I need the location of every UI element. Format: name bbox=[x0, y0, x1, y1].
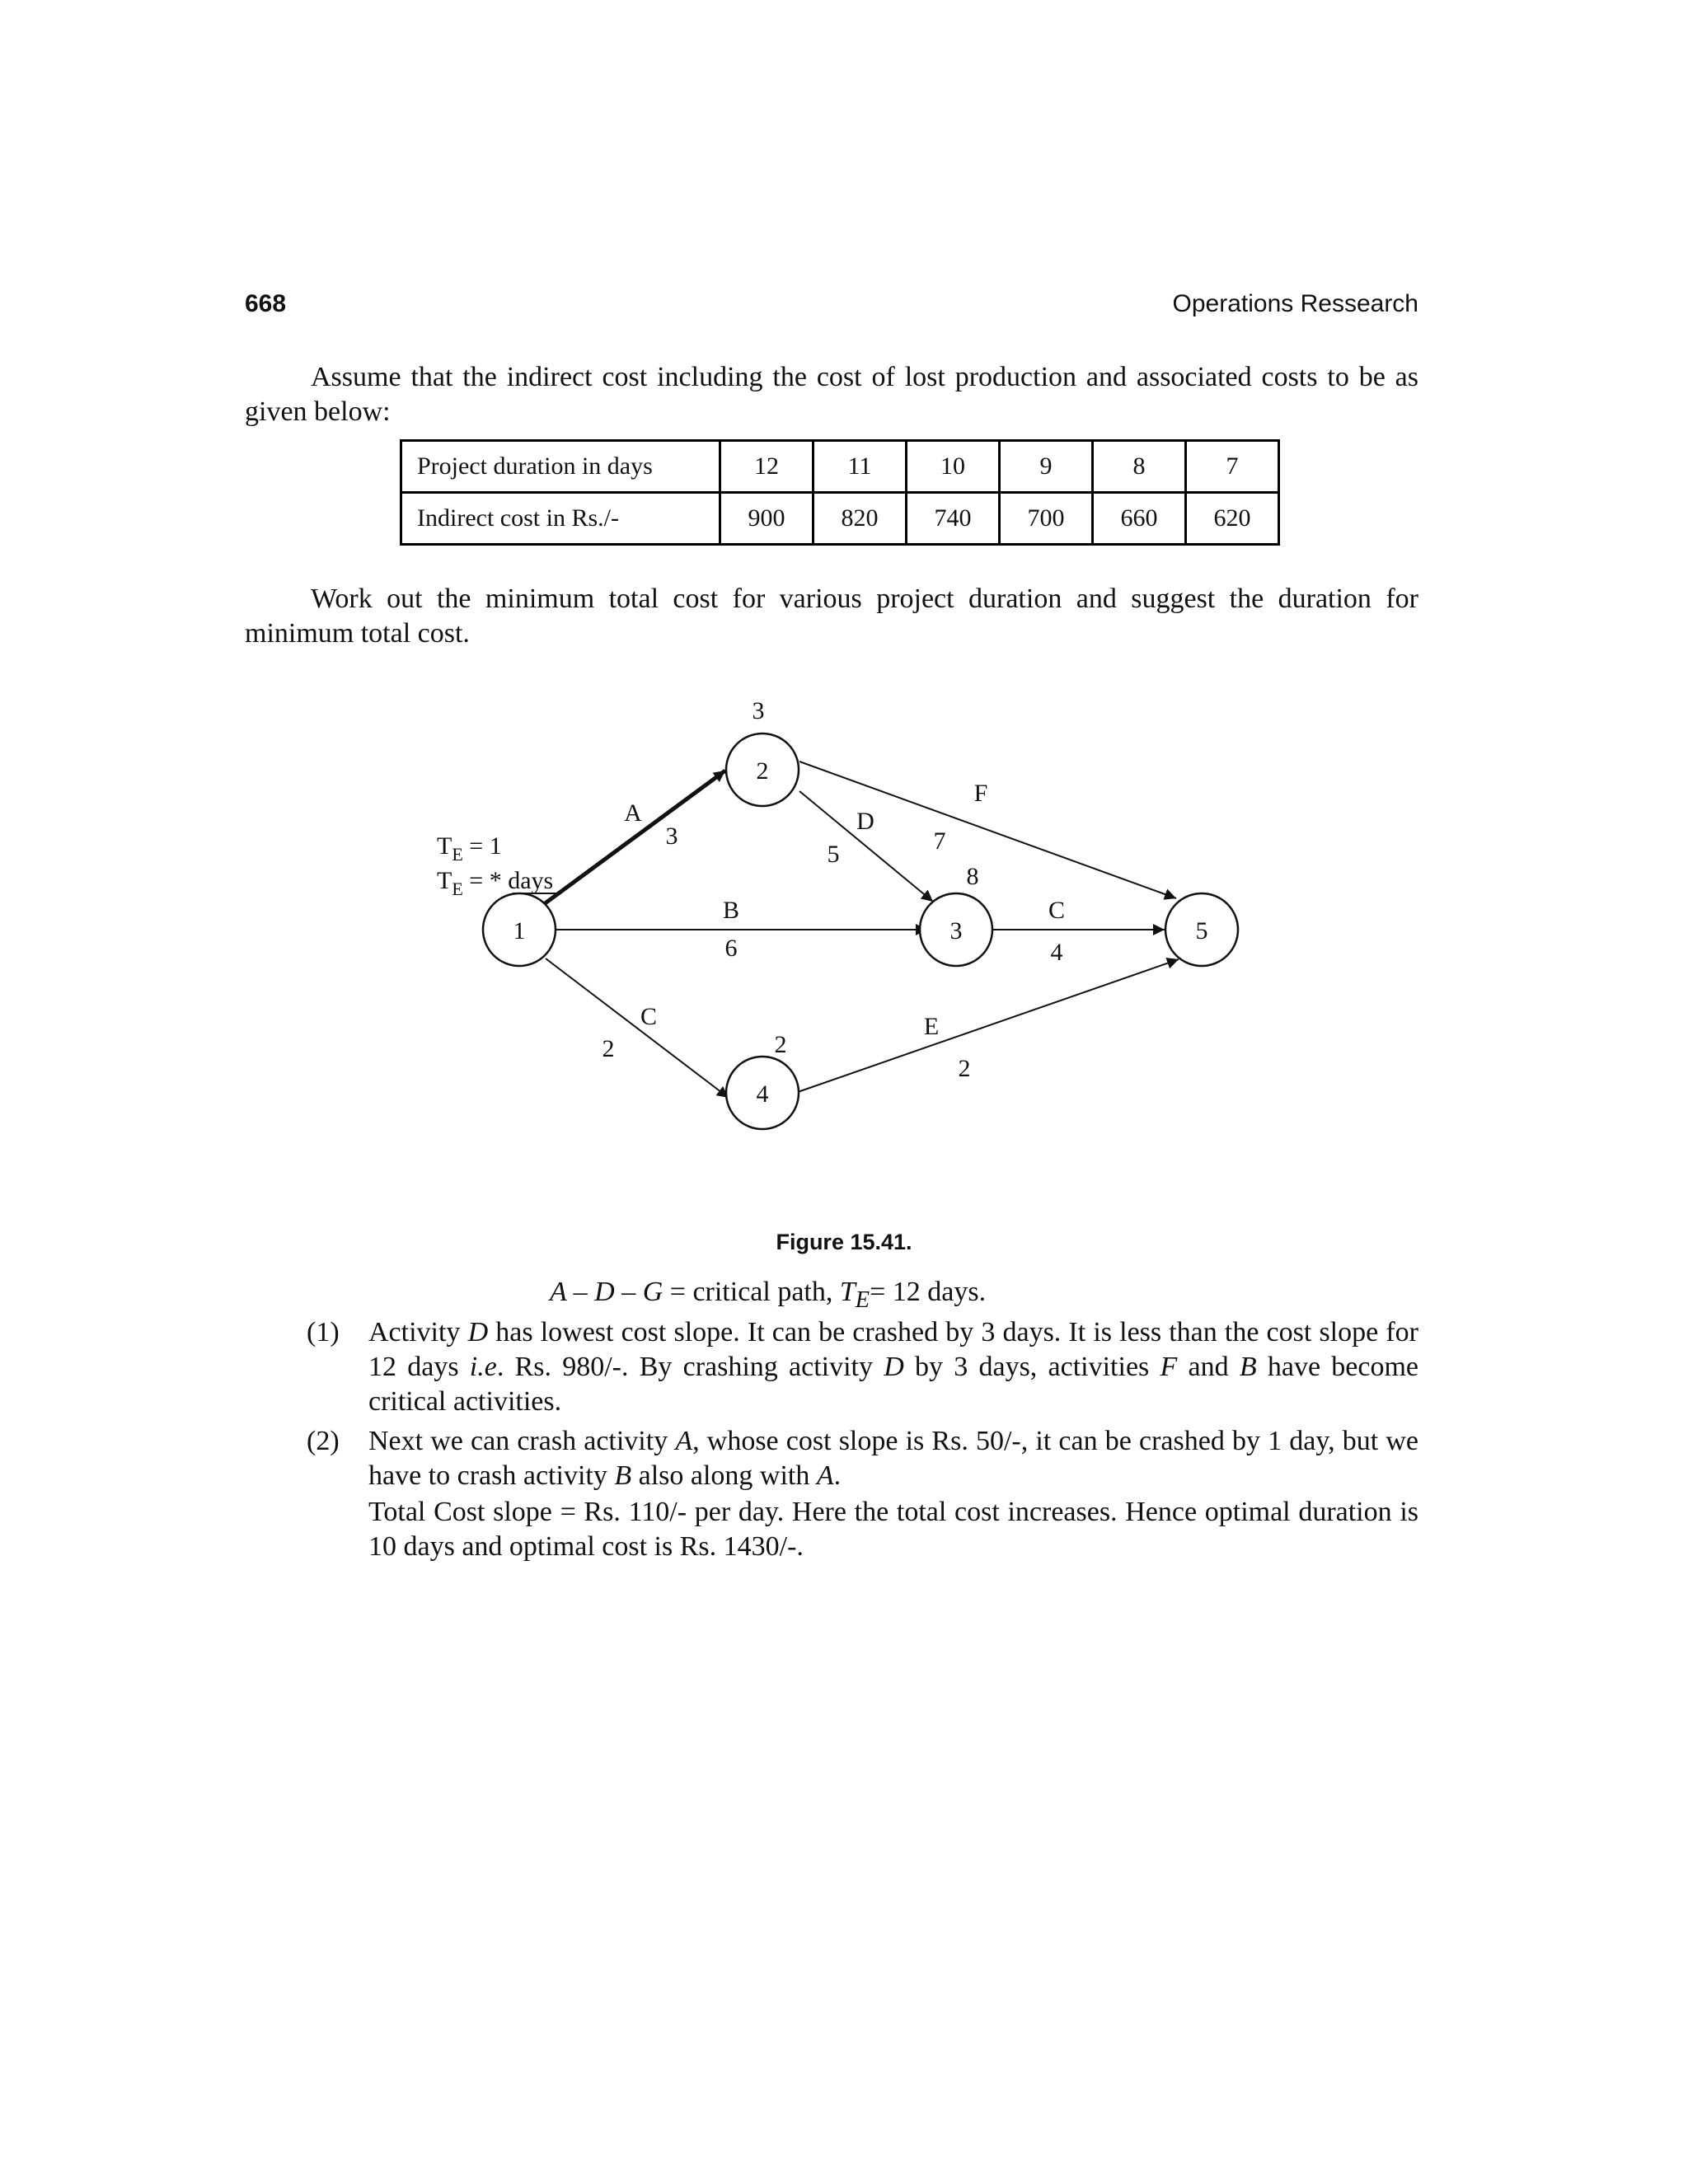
activity-c-lower-name: C bbox=[640, 1003, 658, 1030]
activity-d-name: D bbox=[856, 808, 874, 835]
node-4-label: 4 bbox=[756, 1080, 769, 1108]
te-subscript: E bbox=[855, 1286, 870, 1313]
node-3-label: 3 bbox=[950, 917, 963, 944]
list-item bbox=[307, 1424, 1418, 1493]
node-4 bbox=[726, 1057, 799, 1129]
activity-c-upper-duration: 4 bbox=[1050, 939, 1063, 966]
node-2-label: 2 bbox=[756, 757, 769, 785]
list-item-body: Next we can crash activity A, whose cost slope is Rs. 50/-, it can be crashed by 1 day, but we have to crash activity B also along with A. bbox=[368, 1426, 1419, 1491]
table-cell: 10 bbox=[907, 441, 1000, 493]
table-cell: 900 bbox=[720, 493, 814, 545]
table-cell: 12 bbox=[720, 441, 814, 493]
list-item-number: (2) bbox=[307, 1426, 340, 1456]
list-item-continuation bbox=[307, 1495, 1418, 1564]
activity-d-time-7: 7 bbox=[933, 827, 946, 855]
node-5-label: 5 bbox=[1195, 917, 1208, 944]
figure-caption: Figure 15.41. bbox=[776, 1230, 912, 1254]
te-line-2: $T_E$ = * days bbox=[437, 867, 554, 899]
table-row-label: Indirect cost in Rs./- bbox=[401, 493, 720, 545]
node-1 bbox=[483, 893, 556, 966]
critical-path-text: = critical path, bbox=[663, 1277, 840, 1307]
critical-path-sequence: A – D – G bbox=[550, 1277, 663, 1307]
activity-e-arrow bbox=[798, 959, 1179, 1092]
activity-d-duration: 5 bbox=[827, 841, 840, 868]
table-cell: 660 bbox=[1093, 493, 1186, 545]
activity-c-lower-arrow bbox=[546, 958, 729, 1098]
list-item-number: (1) bbox=[307, 1317, 340, 1347]
activity-d-time-8: 8 bbox=[966, 863, 979, 890]
te-line-1: $T_E = 1$ bbox=[437, 832, 502, 865]
activity-b-duration: 6 bbox=[724, 935, 738, 962]
table-row-label: Project duration in days bbox=[401, 441, 720, 493]
critical-path-statement bbox=[550, 1275, 986, 1318]
intro-text: Assume that the indirect cost including the cost of lost production and associated costs to be as given below: bbox=[245, 362, 1418, 427]
list-item-continuation-text: Total Cost slope = Rs. 110/- per day. Here the total cost increases. Hence optimal duration is 10 days and optimal cost is Rs. 1430/-. bbox=[368, 1497, 1418, 1562]
node-2-time-label: 3 bbox=[752, 697, 765, 724]
page-number: 668 bbox=[245, 290, 287, 317]
question-text: Work out the minimum total cost for various project duration and suggest the duration for minimum total cost. bbox=[245, 583, 1418, 649]
table-cell: 740 bbox=[907, 493, 1000, 545]
node-5 bbox=[1165, 893, 1238, 966]
activity-e-name: E bbox=[923, 1013, 940, 1040]
activity-a-name: A bbox=[624, 799, 642, 827]
table-cell: 11 bbox=[814, 441, 907, 493]
list-item-body: Activity D has lowest cost slope. It can be crashed by 3 days. It is less than the cost slope for 12 days i.e. Rs. 980/-. By crashing activity D by 3 days, activities F and B have become critical activities. bbox=[368, 1317, 1419, 1417]
table-cell: 700 bbox=[1000, 493, 1093, 545]
node-3 bbox=[920, 893, 992, 966]
activity-b-name: B bbox=[722, 897, 740, 924]
activity-c-lower-duration: 2 bbox=[602, 1035, 615, 1062]
list-item bbox=[307, 1315, 1418, 1419]
table-cell: 620 bbox=[1186, 493, 1279, 545]
table-cell: 8 bbox=[1093, 441, 1186, 493]
activity-a-arrow bbox=[544, 771, 725, 904]
activity-c-upper-name: C bbox=[1048, 897, 1066, 924]
node-2 bbox=[726, 733, 799, 806]
running-head: Operations Ressearch bbox=[1172, 290, 1418, 317]
node-4-time-label: 2 bbox=[774, 1031, 787, 1058]
table-cell: 820 bbox=[814, 493, 907, 545]
table-cell: 7 bbox=[1186, 441, 1279, 493]
node-1-label: 1 bbox=[513, 917, 526, 944]
te-symbol: T bbox=[839, 1277, 856, 1307]
table-cell: 9 bbox=[1000, 441, 1093, 493]
activity-e-duration: 2 bbox=[958, 1055, 971, 1082]
activity-a-duration: 3 bbox=[665, 823, 678, 850]
activity-f-name: F bbox=[973, 780, 988, 807]
critical-path-value: = 12 days. bbox=[870, 1277, 987, 1307]
